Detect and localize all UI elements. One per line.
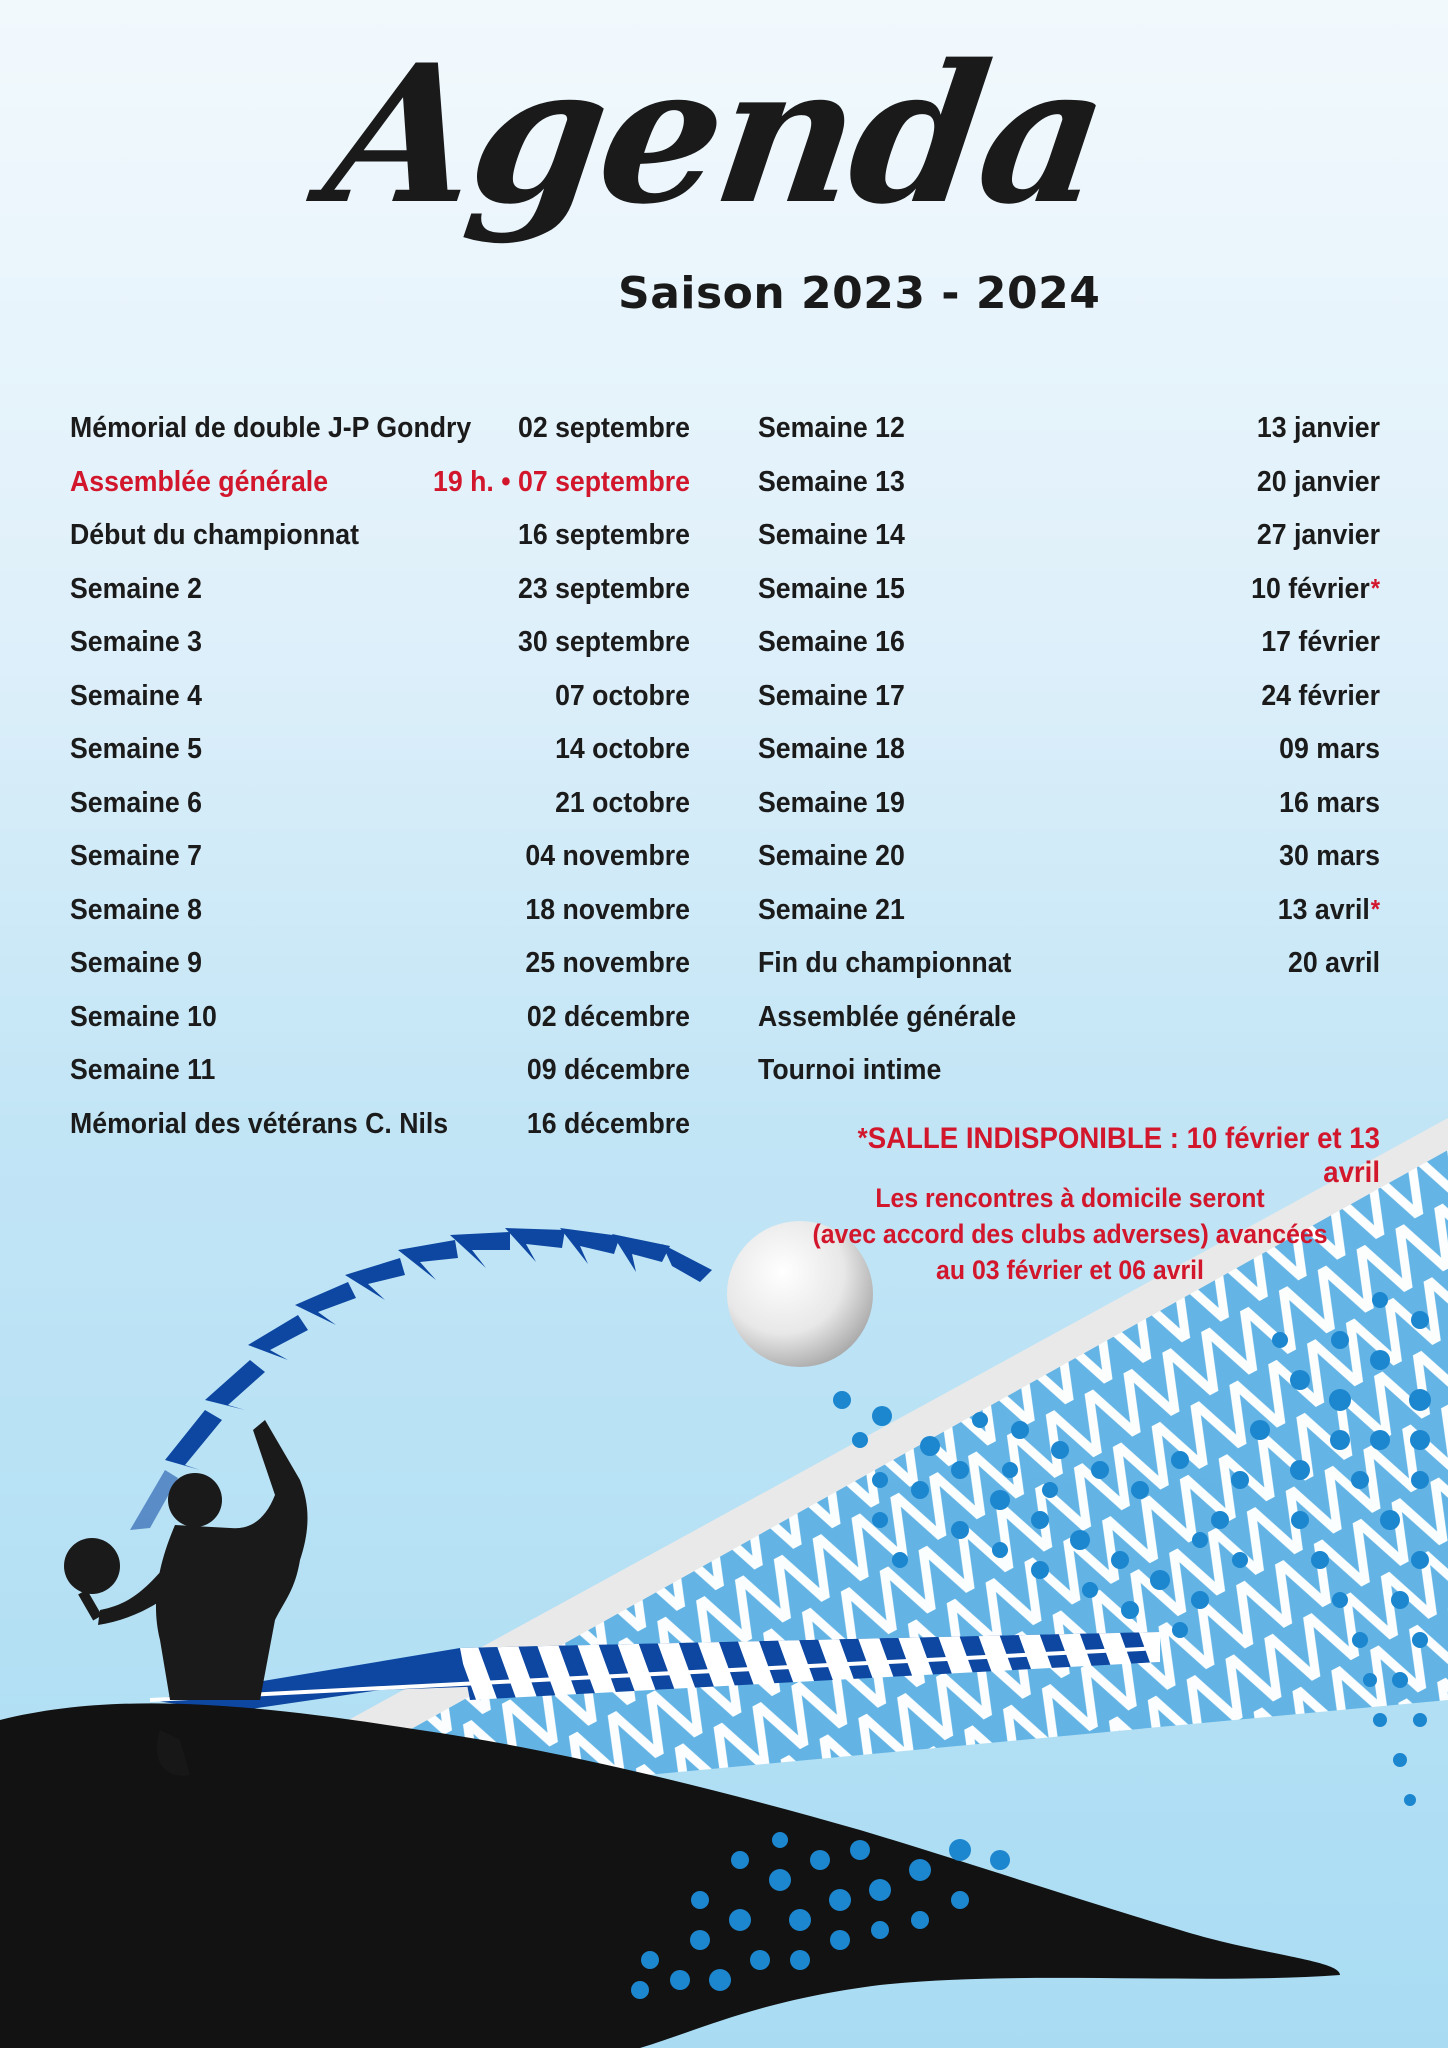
event-date: 13 avril	[1277, 893, 1370, 926]
event-date: 04 novembre	[525, 840, 691, 873]
event-date: 27 janvier	[1256, 519, 1381, 552]
event-label: Fin du championnat	[758, 947, 1012, 980]
event-date-wrap	[525, 840, 690, 873]
event-label: Semaine 5	[70, 733, 203, 766]
agenda-row	[70, 884, 690, 938]
event-label: Semaine 10	[70, 1000, 217, 1033]
event-label: Semaine 3	[70, 626, 203, 659]
event-label: Mémorial des vétérans C. Nils	[70, 1107, 449, 1140]
event-date-wrap	[1261, 626, 1380, 659]
event-date-wrap	[1279, 733, 1380, 766]
event-date-wrap	[527, 1001, 690, 1034]
event-label: Début du championnat	[70, 519, 360, 552]
event-date: 16 mars	[1279, 786, 1381, 819]
event-date: 20 janvier	[1256, 465, 1381, 498]
note-line: Les rencontres à domicile seront	[875, 1183, 1265, 1213]
agenda-row	[70, 670, 690, 724]
agenda-row	[758, 884, 1380, 938]
agenda-row	[758, 456, 1380, 510]
event-date-wrap	[518, 626, 690, 659]
agenda-row	[70, 723, 690, 777]
event-label: Semaine 11	[70, 1054, 216, 1087]
season-subtitle: Saison 2023 - 2024	[618, 268, 1101, 319]
agenda-row	[70, 777, 690, 831]
asterisk: *	[857, 1122, 868, 1153]
event-date-wrap	[527, 1054, 690, 1087]
event-date-wrap	[1288, 947, 1380, 980]
event-date-wrap	[555, 733, 690, 766]
event-date-wrap	[1279, 840, 1380, 873]
event-date-wrap	[555, 680, 690, 713]
event-label: Semaine 18	[758, 733, 905, 766]
event-date: 10 février	[1251, 572, 1370, 605]
note-line: (avec accord des clubs adverses) avancées	[812, 1219, 1328, 1249]
page-title: Agenda	[314, 23, 1118, 246]
event-date-wrap	[1279, 787, 1380, 820]
rescheduling-note	[794, 1180, 1346, 1288]
event-date-wrap	[433, 466, 690, 499]
event-date: 16 septembre	[517, 519, 691, 552]
asterisk: *	[1370, 893, 1381, 924]
event-label: Semaine 9	[70, 947, 203, 980]
agenda-row	[758, 402, 1380, 456]
agenda-row	[70, 830, 690, 884]
event-date-wrap	[1257, 519, 1380, 552]
agenda-row	[758, 509, 1380, 563]
event-date: 02 décembre	[526, 1000, 691, 1033]
event-date: 24 février	[1261, 679, 1381, 712]
event-label: Semaine 20	[758, 840, 905, 873]
asterisk: *	[1370, 572, 1381, 603]
event-date-wrap	[1257, 466, 1380, 499]
event-date-wrap	[1278, 894, 1380, 927]
event-date: 07 octobre	[555, 679, 691, 712]
agenda-row	[758, 723, 1380, 777]
note-line: au 03 février et 06 avril	[936, 1255, 1204, 1285]
event-date: 09 décembre	[526, 1054, 691, 1087]
event-date-wrap	[527, 1108, 690, 1141]
event-date-wrap	[1257, 412, 1380, 445]
event-label: Semaine 16	[758, 626, 905, 659]
event-date-wrap	[518, 573, 690, 606]
event-date: 30 mars	[1279, 840, 1381, 873]
agenda-right-column	[758, 402, 1380, 1098]
agenda-row	[70, 1044, 690, 1098]
event-label: Semaine 12	[758, 412, 905, 445]
event-date: 16 décembre	[526, 1107, 691, 1140]
event-label: Semaine 7	[70, 840, 203, 873]
event-date: 21 octobre	[555, 786, 691, 819]
event-label: Semaine 14	[758, 519, 905, 552]
event-date-wrap	[525, 947, 690, 980]
event-date: 19 h. • 07 septembre	[433, 465, 691, 498]
event-label: Semaine 17	[758, 679, 905, 712]
event-date: 14 octobre	[555, 733, 691, 766]
event-label: Semaine 4	[70, 679, 203, 712]
event-label: Assemblée générale	[758, 1000, 1017, 1033]
event-date-wrap	[525, 894, 690, 927]
event-label: Mémorial de double J-P Gondry	[70, 412, 472, 445]
agenda-row	[70, 563, 690, 617]
agenda-row	[70, 402, 690, 456]
event-date: 13 janvier	[1256, 412, 1381, 445]
event-date: 02 septembre	[517, 412, 691, 445]
agenda-row	[70, 616, 690, 670]
agenda-row	[758, 937, 1380, 991]
event-date: 20 avril	[1288, 947, 1381, 980]
event-label: Assemblée générale	[70, 465, 329, 498]
agenda-row	[70, 1098, 690, 1152]
event-label: Semaine 8	[70, 893, 203, 926]
agenda-left-column	[70, 402, 690, 1151]
event-date-wrap	[518, 519, 690, 552]
event-label: Semaine 13	[758, 465, 905, 498]
event-date: 17 février	[1261, 626, 1381, 659]
event-date-wrap	[1251, 573, 1380, 606]
trajectory-arrow-icon	[130, 1228, 712, 1530]
agenda-row	[758, 830, 1380, 884]
agenda-row	[70, 456, 690, 510]
notice-text: SALLE INDISPONIBLE : 10 février et 13 avril	[867, 1122, 1380, 1189]
agenda-row	[70, 509, 690, 563]
event-date: 09 mars	[1279, 733, 1381, 766]
event-date-wrap	[555, 787, 690, 820]
event-date-wrap	[518, 412, 690, 445]
event-date-wrap	[1261, 680, 1380, 713]
event-label: Semaine 2	[70, 572, 203, 605]
event-label: Semaine 6	[70, 786, 203, 819]
agenda-row	[758, 777, 1380, 831]
agenda-row	[70, 937, 690, 991]
event-label: Semaine 19	[758, 786, 905, 819]
agenda-row	[758, 616, 1380, 670]
event-date: 23 septembre	[517, 572, 691, 605]
event-date: 25 novembre	[525, 947, 691, 980]
agenda-row	[758, 991, 1380, 1045]
event-label: Semaine 21	[758, 893, 905, 926]
event-label: Tournoi intime	[758, 1054, 942, 1087]
event-date: 18 novembre	[525, 893, 691, 926]
agenda-row	[758, 1044, 1380, 1098]
agenda-row	[70, 991, 690, 1045]
agenda-row	[758, 563, 1380, 617]
agenda-row	[758, 670, 1380, 724]
event-label: Semaine 15	[758, 572, 905, 605]
event-date: 30 septembre	[517, 626, 691, 659]
